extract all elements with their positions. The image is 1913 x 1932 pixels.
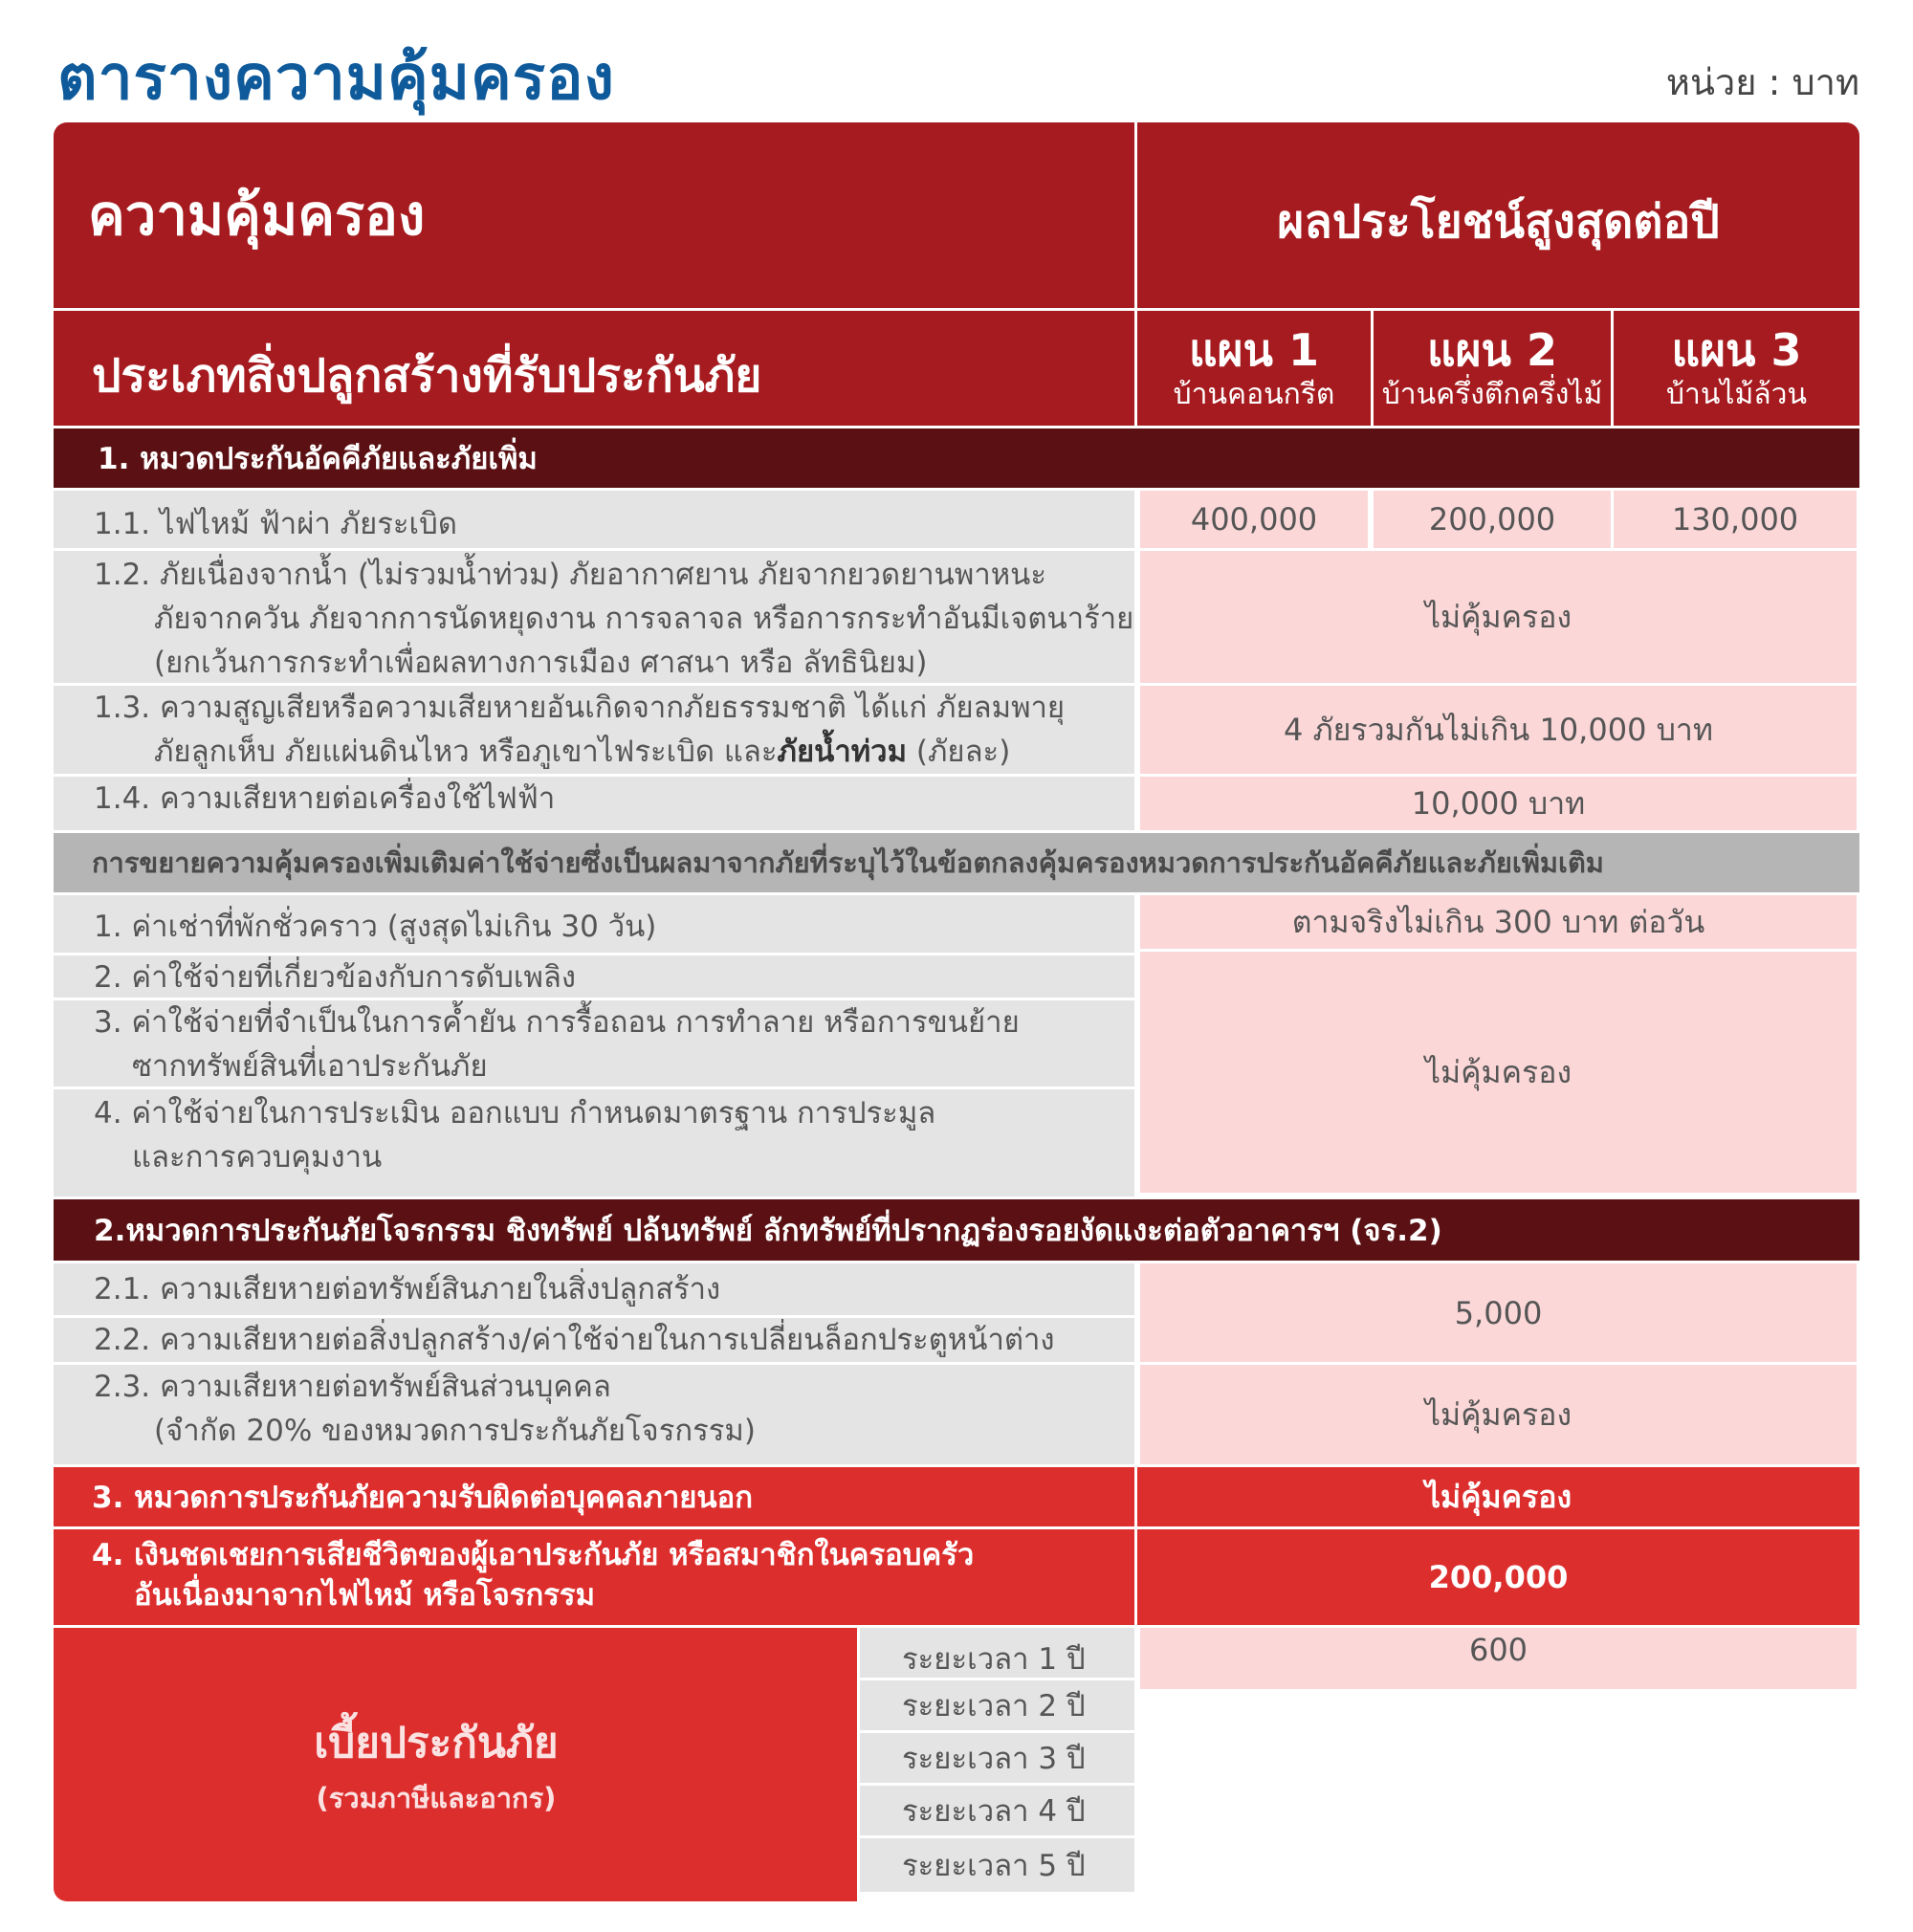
section-3-band [54, 1467, 1134, 1526]
plan-3-header [1614, 311, 1859, 426]
row-1-3-line-2-a: ภัยลูกเห็บ ภัยแผ่นดินไหว หรือภูเขาไฟระเบิด และ [154, 735, 778, 769]
plan-3-name: แผน 3 [1671, 324, 1802, 376]
coverage-table [54, 122, 1859, 1911]
row-2-3-line-2: (จำกัด 20% ของหมวดการประกันภัยโจรกรรม) [154, 1414, 756, 1448]
row-1-4-label: 1.4. ความเสียหายต่อเครื่องใช้ไฟฟ้า [94, 781, 556, 816]
section-2-band [54, 1199, 1859, 1261]
extension-item-3-line-2: ซากทรัพย์สินที่เอาประกันภัย [132, 1049, 488, 1084]
row-1-3-line-2 [94, 730, 1134, 774]
extension-item-3-line-1: 3. ค่าใช้จ่ายที่จำเป็นในการค้ำยัน การรื้อถอน การทำลาย หรือการขนย้าย [94, 1005, 1020, 1040]
extension-item-2-label: 2. ค่าใช้จ่ายที่เกี่ยวข้องกับการดับเพลิง [94, 960, 577, 995]
row-1-1-plan-3: 130,000 [1614, 491, 1857, 548]
plan-2-name: แผน 2 [1426, 324, 1558, 376]
premium-period-2 [860, 1680, 1134, 1730]
premium-period-3-label: ระยะเวลา 3 ปี [902, 1742, 1086, 1776]
section-3-value: ไม่คุ้มครอง [1137, 1467, 1859, 1526]
row-1-3-value: 4 ภัยรวมกันไม่เกิน 10,000 บาท [1140, 686, 1857, 774]
premium-title: เบี้ยประกันภัย [314, 1719, 559, 1767]
section-4-band [54, 1529, 1134, 1625]
row-2-2-label: 2.2. ความเสียหายต่อสิ่งปลูกสร้าง/ค่าใช้จ่ายในการเปลี่ยนล็อกประตูหน้าต่าง [94, 1323, 1055, 1357]
row-2-3 [54, 1365, 1134, 1464]
row-2-1 [54, 1263, 1134, 1315]
extension-item-4 [54, 1089, 1134, 1197]
plan-2-desc: บ้านครึ่งตึกครึ่งไม้ [1381, 378, 1603, 411]
header-coverage-cell [54, 122, 1134, 308]
section-4-value: 200,000 [1137, 1529, 1859, 1625]
header-building-type: ประเภทสิ่งปลูกสร้างที่รับประกันภัย [92, 349, 762, 403]
premium-period-1-label: ระยะเวลา 1 ปี [902, 1642, 1086, 1677]
row-2-1-label: 2.1. ความเสียหายต่อทรัพย์สินภายในสิ่งปลูกสร้าง [94, 1272, 721, 1306]
row-2-3-value: ไม่คุ้มครอง [1140, 1365, 1857, 1464]
row-1-3-flood: ภัยน้ำท่วม [777, 735, 908, 769]
row-1-2-value: ไม่คุ้มครอง [1140, 551, 1857, 683]
plan-1-name: แผน 1 [1188, 324, 1320, 376]
plan-3-desc: บ้านไม้ล้วน [1666, 378, 1807, 411]
row-1-2-line-1: 1.2. ภัยเนื่องจากน้ำ (ไม่รวมน้ำท่วม) ภัยอากาศยาน ภัยจากยวดยานพาหนะ [94, 558, 1046, 592]
premium-period-4 [860, 1786, 1134, 1835]
row-1-3-line-2-c: (ภัยละ) [907, 735, 1011, 769]
extension-item-1-label: 1. ค่าเช่าที่พักชั่วคราว (สูงสุดไม่เกิน 30 วัน) [94, 910, 657, 944]
row-2-3-line-1: 2.3. ความเสียหายต่อทรัพย์สินส่วนบุคคล [94, 1370, 611, 1404]
row-2-2 [54, 1318, 1134, 1362]
premium-period-5 [860, 1838, 1134, 1892]
row-1-4-value: 10,000 บาท [1140, 777, 1857, 830]
extension-items-value: ไม่คุ้มครอง [1140, 952, 1857, 1193]
plan-1-header [1137, 311, 1371, 426]
row-1-2-line-2: ภัยจากควัน ภัยจากการนัดหยุดงาน การจลาจล หรือการกระทำอันมีเจตนาร้าย [154, 602, 1134, 636]
header-coverage: ความคุ้มครอง [88, 183, 426, 248]
row-1-1-plan-1: 400,000 [1140, 491, 1368, 548]
page-title: ตารางความคุ้มครอง [57, 43, 615, 114]
row-1-1-label: 1.1. ไฟไหม้ ฟ้าผ่า ภัยระเบิด [94, 507, 457, 541]
header-max-benefit: ผลประโยชน์สูงสุดต่อปี [1277, 195, 1720, 249]
extension-item-2 [54, 955, 1134, 998]
extension-title: การขยายความคุ้มครองเพิ่มเติมค่าใช้จ่ายซึ่งเป็นผลมาจากภัยที่ระบุไว้ในข้อตกลงคุ้มครองหมวดการประกันอัคคีภัยและภัยเพิ่มเติม [92, 846, 1604, 879]
row-1-4 [54, 777, 1134, 830]
premium-period-5-label: ระยะเวลา 5 ปี [902, 1849, 1086, 1883]
row-1-3 [54, 686, 1134, 774]
extension-item-4-line-1: 4. ค่าใช้จ่ายในการประเมิน ออกแบบ กำหนดมาตรฐาน การประมูล [94, 1096, 936, 1131]
section-3-title: 3. หมวดการประกันภัยความรับผิดต่อบุคคลภายนอก [92, 1481, 754, 1515]
section-4-line-1: 4. เงินชดเชยการเสียชีวิตของผู้เอาประกันภัย หรือสมาชิกในครอบครัว [92, 1538, 975, 1572]
header-building-type-cell [54, 311, 1134, 426]
premium-subtitle: (รวมภาษีและอากร) [316, 1782, 557, 1814]
section-2-title: 2.หมวดการประกันภัยโจรกรรม ชิงทรัพย์ ปล้นทรัพย์ ลักทรัพย์ที่ปรากฏร่องรอยงัดแงะต่อตัวอาคารฯ (จร.2) [94, 1214, 1442, 1248]
row-1-1-plan-2: 200,000 [1374, 491, 1611, 548]
row-1-2 [54, 551, 1134, 683]
extension-item-1-value: ตามจริงไม่เกิน 300 บาท ต่อวัน [1140, 895, 1857, 949]
extension-item-1 [54, 895, 1134, 953]
unit-label: หน่วย : บาท [1665, 61, 1859, 103]
row-1-2-line-3: (ยกเว้นการกระทำเพื่อผลทางการเมือง ศาสนา หรือ ลัทธินิยม) [154, 646, 928, 680]
premium-period-3 [860, 1733, 1134, 1783]
section-4-line-2: อันเนื่องมาจากไฟไหม้ หรือโจรกรรม [134, 1578, 595, 1613]
premium-period-1 [860, 1628, 1134, 1678]
section-1-title: 1. หมวดประกันอัคคีภัยและภัยเพิ่ม [98, 442, 538, 476]
section-1-band [54, 428, 1859, 488]
plan-2-header [1374, 311, 1611, 426]
premium-period-2-label: ระยะเวลา 2 ปี [902, 1689, 1086, 1723]
premium-value-1-year: 600 [1140, 1628, 1857, 1689]
extension-item-3 [54, 1000, 1134, 1087]
extension-band [54, 833, 1859, 892]
rows-2-1-2-value: 5,000 [1140, 1263, 1857, 1362]
row-1-1 [54, 491, 1134, 548]
premium-period-4-label: ระยะเวลา 4 ปี [902, 1794, 1086, 1829]
row-1-3-line-1: 1.3. ความสูญเสียหรือความเสียหายอันเกิดจากภัยธรรมชาติ ได้แก่ ภัยลมพายุ [94, 691, 1066, 725]
premium-block [54, 1628, 857, 1901]
header-max-benefit-cell [1137, 122, 1859, 308]
plan-1-desc: บ้านคอนกรีต [1173, 378, 1335, 411]
extension-item-4-line-2: และการควบคุมงาน [132, 1140, 383, 1175]
